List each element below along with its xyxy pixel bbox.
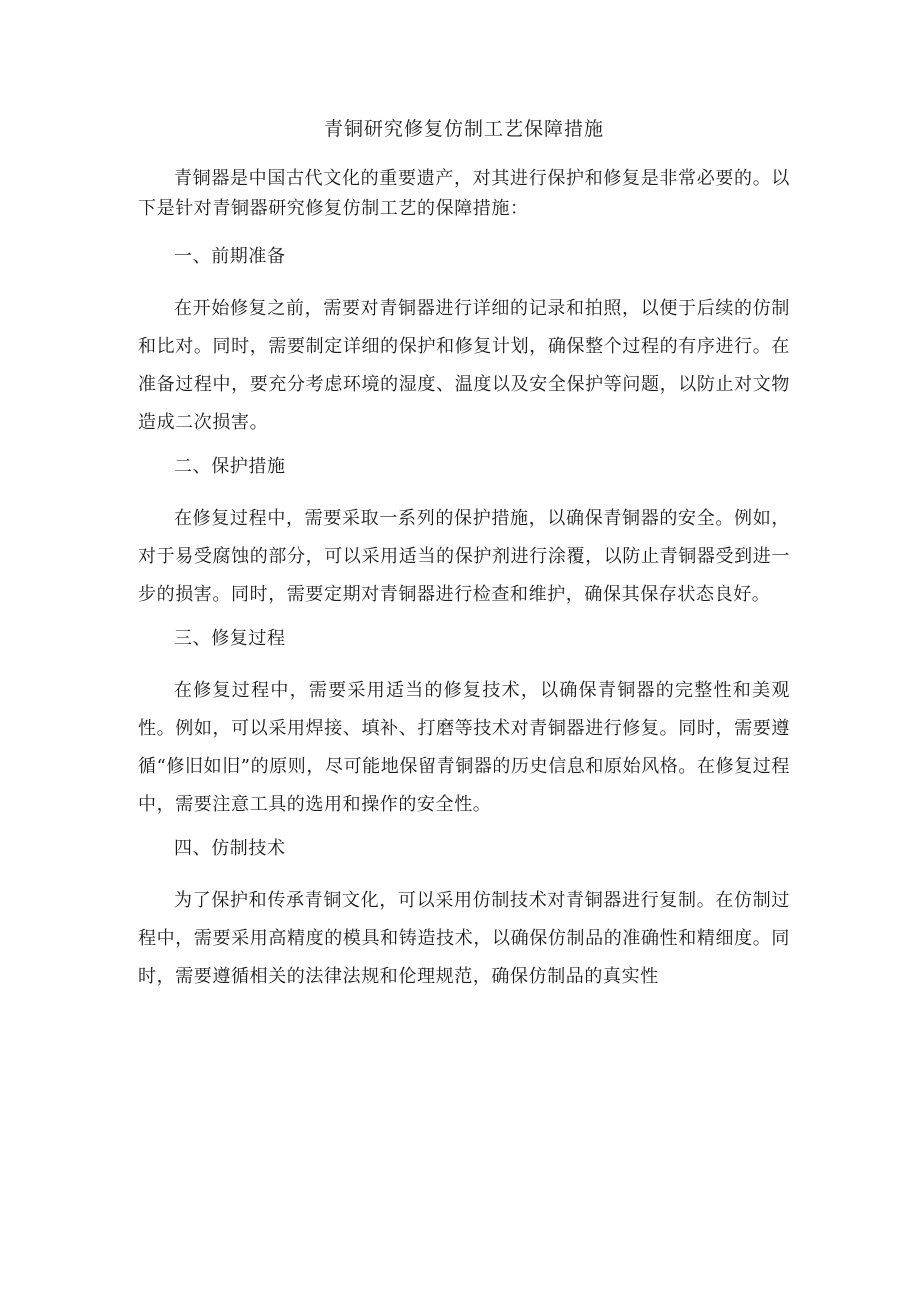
section-heading-restoration: 三、修复过程	[174, 628, 286, 649]
section-body-preparation: 在开始修复之前，需要对青铜器进行详细的记录和拍照，以便于后续的仿制和比对。同时，需要制定详细的保护和修复计划，确保整个过程的有序进行。在准备过程中，要充分考虑环境的湿度、温度以及安全保护等问题，以防止对文物造成二次损害。	[138, 298, 790, 433]
section-body-replication: 为了保护和传承青铜文化，可以采用仿制技术对青铜器进行复制。在仿制过程中，需要采用高精度的模具和铸造技术，以确保仿制品的准确性和精细度。同时，需要遵循相关的法律法规和伦理规范，确保仿制品的真实性	[138, 890, 790, 987]
intro-paragraph: 青铜器是中国古代文化的重要遗产，对其进行保护和修复是非常必要的。以下是针对青铜器研究修复仿制工艺的保障措施：	[138, 168, 790, 219]
section-heading-replication: 四、仿制技术	[174, 838, 286, 859]
section-body-protection: 在修复过程中，需要采取一系列的保护措施，以确保青铜器的安全。例如，对于易受腐蚀的部分，可以采用适当的保护剂进行涂覆，以防止青铜器受到进一步的损害。同时，需要定期对青铜器进行检查和维护，确保其保存状态良好。	[138, 508, 790, 605]
section-body-restoration: 在修复过程中，需要采用适当的修复技术，以确保青铜器的完整性和美观性。例如，可以采用焊接、填补、打磨等技术对青铜器进行修复。同时，需要遵循“修旧如旧”的原则，尽可能地保留青铜器的历史信息和原始风格。在修复过程中，需要注意工具的选用和操作的安全性。	[138, 680, 791, 815]
document-title: 青铜研究修复仿制工艺保障措施	[323, 118, 604, 140]
section-heading-protection: 二、保护措施	[174, 456, 286, 477]
section-heading-preparation: 一、前期准备	[174, 246, 286, 267]
document-content	[138, 114, 790, 1006]
